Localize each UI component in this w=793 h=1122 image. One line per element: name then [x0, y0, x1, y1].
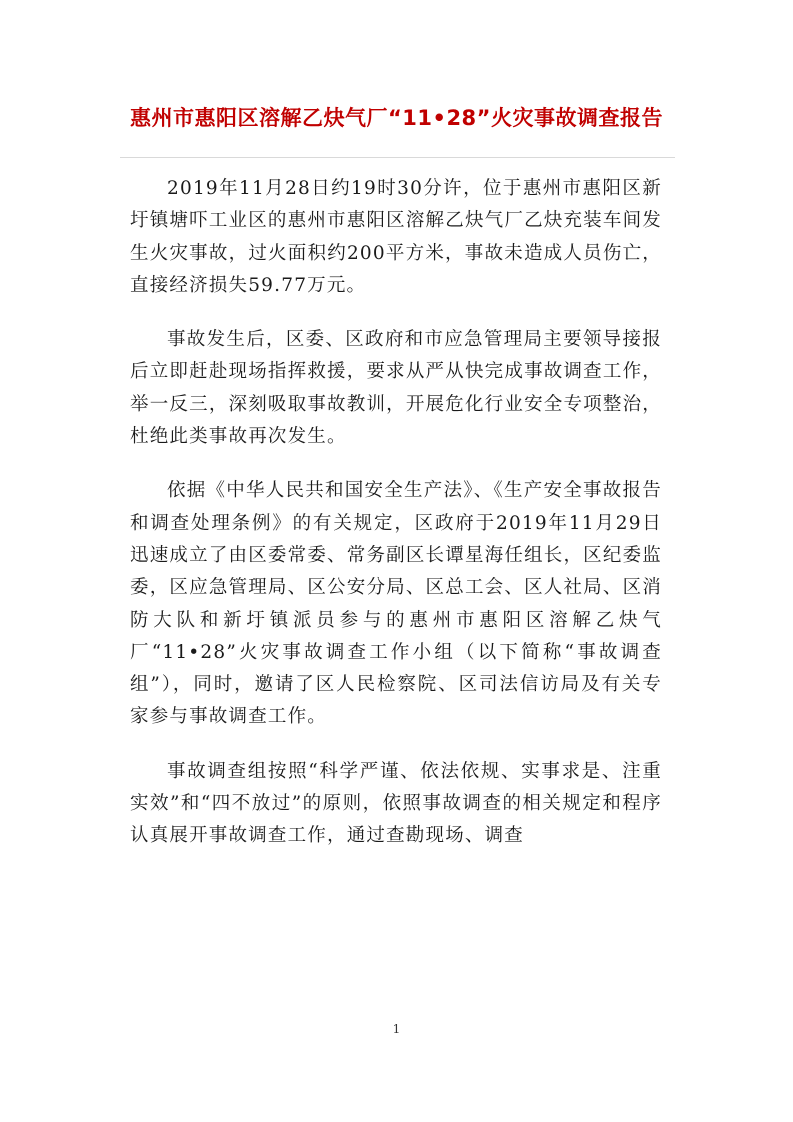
document-title: 惠州市惠阳区溶解乙炔气厂“11•28”火灾事故调查报告	[130, 106, 663, 130]
title-divider	[120, 157, 675, 158]
paragraph-1: 2019年11月28日约19时30分许，位于惠州市惠阳区新圩镇塘吓工业区的惠州市惠阳区溶解乙炔气厂乙炔充装车间发生火灾事故，过火面积约200平方米，事故未造成人员伤亡，直接经济损失59.77万元。	[130, 178, 662, 296]
paragraph-2: 事故发生后，区委、区政府和市应急管理局主要领导接报后立即赶赴现场指挥救援，要求从严从快完成事故调查工作，举一反三，深刻吸取事故教训，开展危化行业安全专项整治，杜绝此类事故再次发生。	[130, 329, 662, 448]
page-number: 1	[392, 1022, 401, 1036]
paragraph-4: 事故调查组按照“科学严谨、依法依规、实事求是、注重实效”和“四不放过”的原则，依照事故调查的相关规定和程序认真展开事故调查工作，通过查勘现场、调查	[130, 760, 662, 847]
document-body	[130, 173, 662, 875]
paragraph-3: 依据《中华人民共和国安全生产法》、《生产安全事故报告和调查处理条例》的有关规定，区政府于2019年11月29日迅速成立了由区委常委、常务副区长谭星海任组长，区纪委监委，区应急管理局、区公安分局、区总工会、区人社局、区消防大队和新圩镇派员参与的惠州市惠阳区溶解乙炔气厂“11•28”火灾事故调查工作小组（以下简称“事故调查组”），同时，邀请了区人民检察院、区司法信访局及有关专家参与事故调查工作。	[130, 480, 662, 728]
